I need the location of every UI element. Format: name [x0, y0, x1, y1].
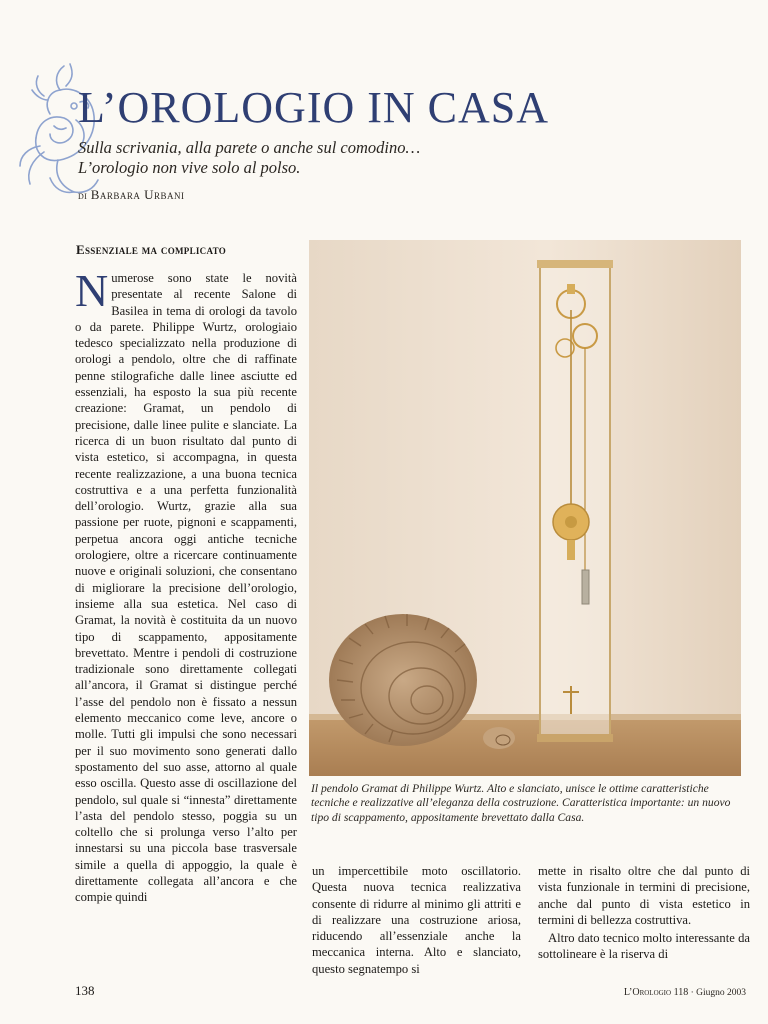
text-column-2 — [312, 863, 521, 977]
column-3-text-2: Altro dato tecnico molto interessante da sottolineare è la riserva di — [538, 931, 750, 962]
page-number: 138 — [75, 983, 95, 998]
footer-date: · Giugno 2003 — [690, 988, 746, 998]
photo-caption: Il pendolo Gramat di Philippe Wurtz. Alto e slanciato, unisce le ottime caratteristiche tecniche e realizzative all’eleganza della costruzione. Caratteristica importante: un nuovo tipo di scappamento, appositamente brevettato dalla Casa. — [311, 782, 731, 824]
pendulum-photo — [309, 240, 741, 776]
column-2-text: un impercettibile moto oscillatorio. Questa nuova tecnica realizzativa consente di ridurre al minimo gli attriti e di realizzare una costruzione ariosa, riducendo all’essenziale anche la meccanica interna. Alto e slanciato, questo segnatempo si — [312, 864, 521, 976]
section-heading: Essenziale ma complicato — [76, 242, 227, 257]
subtitle-line-1: Sulla scrivania, alla parete o anche sul comodino… — [78, 138, 421, 157]
article-subtitle — [78, 138, 420, 178]
byline-prefix: di — [78, 190, 88, 202]
pendulum-illustration — [309, 240, 741, 776]
article-title: L’OROLOGIO IN CASA — [78, 83, 550, 132]
footer-magazine: L’Orologio 118 — [623, 987, 689, 998]
text-column-1 — [75, 265, 297, 906]
text-column-3 — [538, 863, 750, 963]
byline — [78, 187, 185, 203]
drop-cap: N — [75, 265, 109, 316]
column-3-text-1: mette in risalto oltre che dal punto di vista funzionale in termini di precisione, anche dal punto di vista estetico in termini di bellezza costruttiva. — [538, 864, 750, 927]
byline-author: Barbara Urbani — [90, 187, 185, 202]
footer-magazine-info — [624, 987, 746, 998]
subtitle-line-2: L’orologio non vive solo al polso. — [78, 158, 301, 177]
column-1-text: umerose sono state le novità presentate al recente Salone di Basilea in tema di orologi da tavolo o da parete. Philippe Wurtz, orologiaio tedesco specializzato nella produzione di orologi a pendolo, oltre che di raffinate penne stilografiche dalle linee asciutte ed essenziali, ha esposto la sua più recente creazione: Gramat, un pendolo di precisione, dalle linee pulite e slanciate. La ricerca di un buon risultato dal punto di vista estetico, si accompagna, in questa recente realizzazione, a una buona tecnica costruttiva e a una perfetta funzionalità dell’orologio. Wurtz, grazie alla sua passione per ruote, pignoni e scappamenti, perpetua ancora oggi antiche tecniche orologiere, oltre a ricercare continuamente nuove e originali soluzioni, che consentano di migliorare la precisione dell’orologio, insieme alla sua estetica. Nel caso di Gramat, la novità è costituita da un nuovo tipo di scappamento, appositamente brevettato. Mentre i pendoli di costruzione tradizionale sono direttamente collegati all’ancora, il Gramat si distingue perché l’asse del pendolo non è fissato a nessun elemento meccanico come leve, ancore o molle. Tutti gli impulsi che sono necessari per il suo movimento sono generati dallo spostamento del suo asse, attorno al quale esso oscilla. Questo asse di oscillazione del pendolo, sul quale si “innesta” direttamente l’asta del pendolo stesso, poggia su un coltello che si prolunga verso l’alto per innestarsi su una piccola base trasversale simile a quella di appoggio, la quale è direttamente collegata all’ancora e che compie quindi — [75, 271, 297, 905]
